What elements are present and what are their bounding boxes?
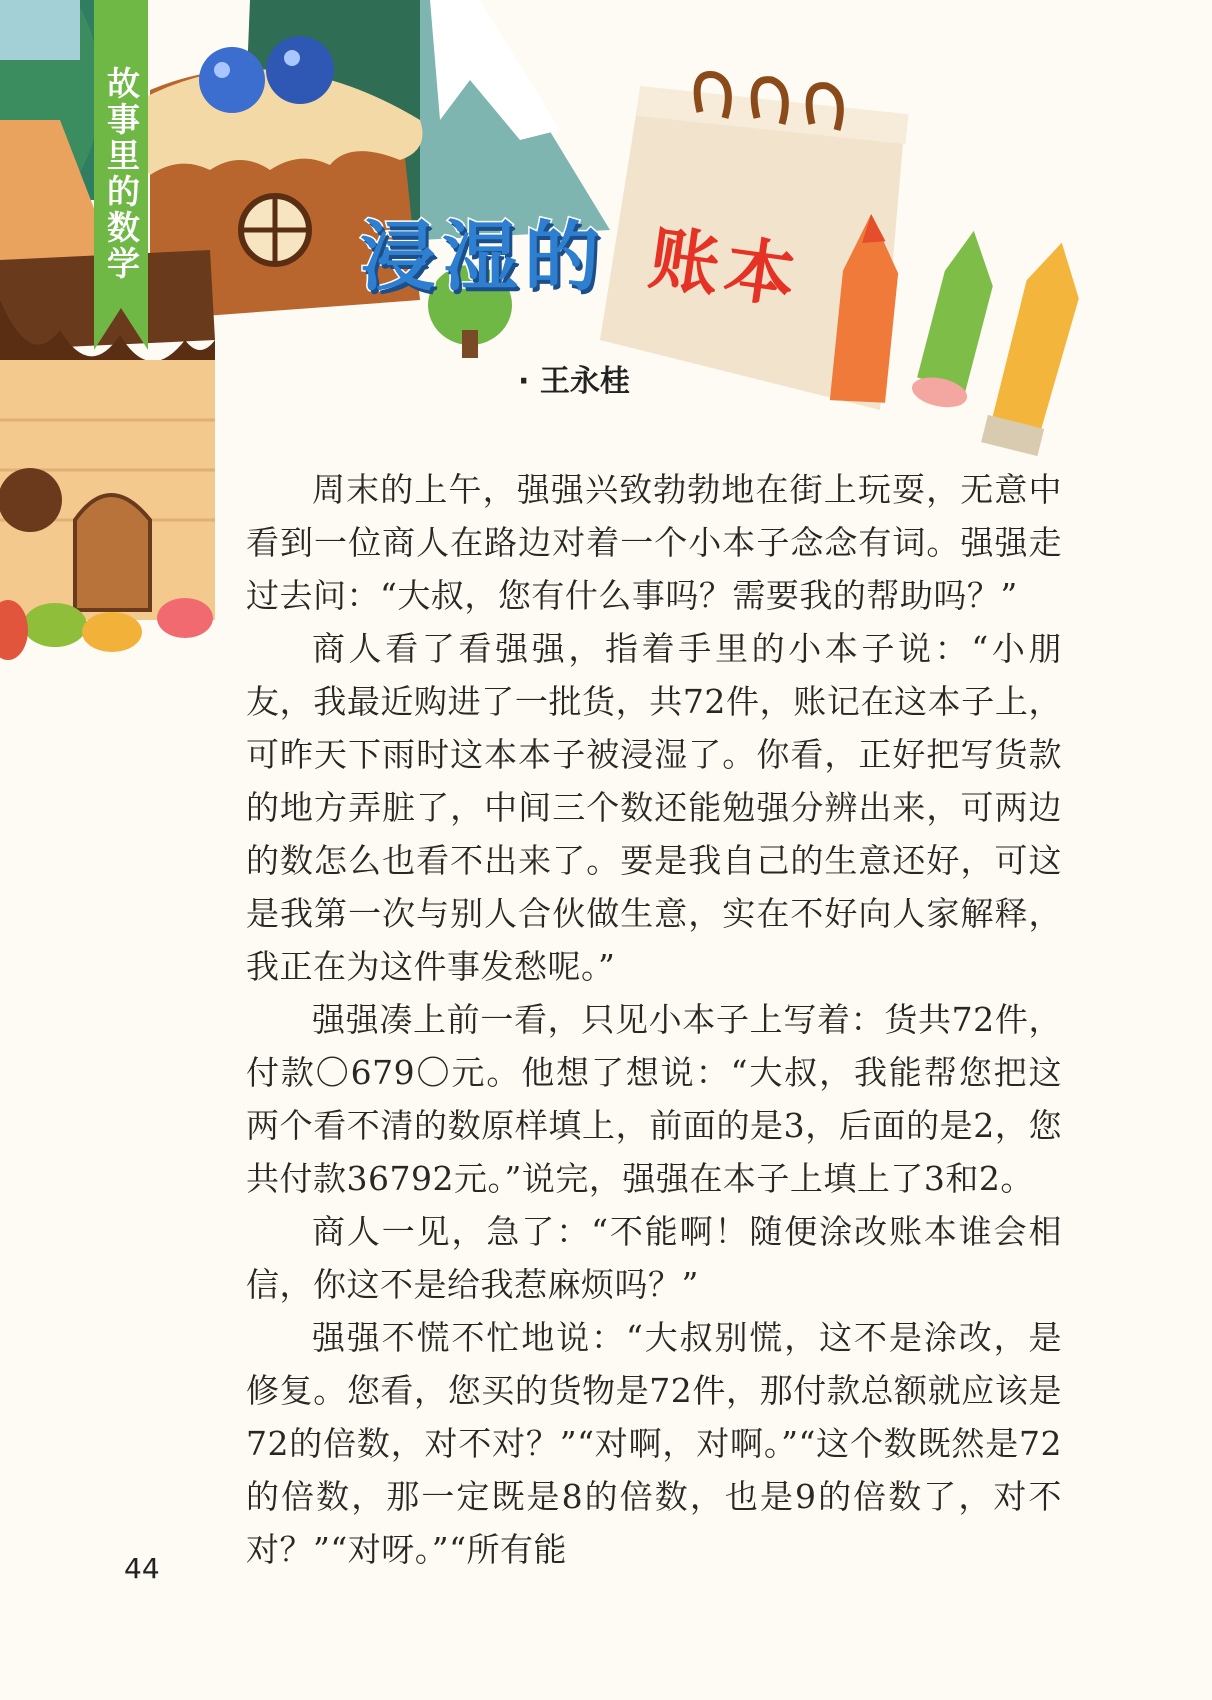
article-body bbox=[246, 463, 1062, 1576]
paragraph: 商人一见，急了：“不能啊！随便涂改账本谁会相信，你这不是给我惹麻烦吗？” bbox=[246, 1212, 1062, 1304]
article-title bbox=[360, 196, 880, 320]
paragraph: 强强不慌不忙地说：“大叔别慌，这不是涂改，是修复。您看，您买的货物是72件，那付款总额就应该是72的倍数，对不对？”“对啊，对啊。”“这个数既然是72的倍数，那一定既是8的倍数，也是9的倍数了，对不对？”“对呀。”“所有能 bbox=[246, 1318, 1062, 1569]
author-byline: · 王永桂 bbox=[518, 364, 630, 399]
paragraph: 商人看了看强强，指着手里的小本子说：“小朋友，我最近购进了一批货，共72件，账记在这本子上，可昨天下雨时这本本子被浸湿了。你看，正好把写货款的地方弄脏了，中间三个数还能勉强分辨出来，可两边的数怎么也看不出来了。要是我自己的生意还好，可这是我第一次与别人合伙做生意，实在不好向人家解释，我正在为这件事发愁呢。” bbox=[246, 629, 1062, 986]
paragraph: 强强凑上前一看，只见小本子上写着：货共72件，付款〇679〇元。他想了想说：“大叔，我能帮您把这两个看不清的数原样填上，前面的是3，后面的是2，您共付款36792元。”说完，强强在本子上填上了3和2。 bbox=[246, 1000, 1062, 1198]
column-label: 故事里的数学 bbox=[102, 66, 141, 282]
title-accent: 账本 bbox=[644, 216, 807, 320]
paragraph: 周末的上午，强强兴致勃勃地在街上玩耍，无意中看到一位商人在路边对着一个小本子念念有词。强强走过去问：“大叔，您有什么事吗？需要我的帮助吗？” bbox=[246, 470, 1062, 615]
title-main: 浸湿的 bbox=[360, 212, 606, 301]
page-number: 44 bbox=[124, 1552, 160, 1585]
